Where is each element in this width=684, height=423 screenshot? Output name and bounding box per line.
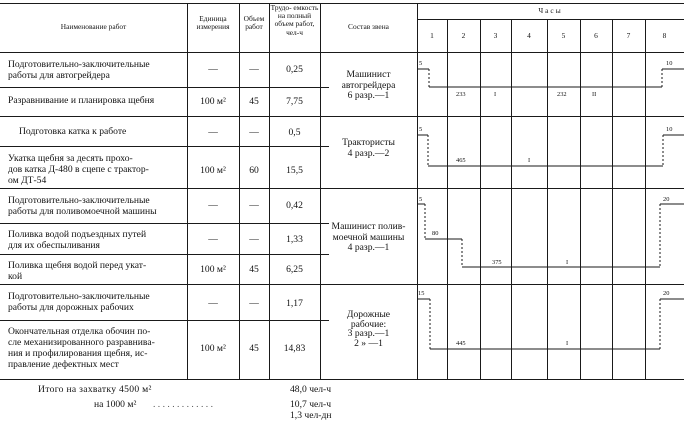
work-name: Окончательная отделка обочин по- сле механизированного разравнива- ния и профилирования щебня, ис- правление дефектных мест <box>8 326 155 370</box>
header-unit: Единица измерения <box>196 14 230 32</box>
total-value: 48,0 чел-ч <box>290 384 332 395</box>
hour-label: 1 <box>430 31 434 40</box>
volume-value: 45 <box>249 343 259 354</box>
unit-value: — <box>208 298 218 309</box>
crew-road-workers: Дорожные рабочие: 3 разр.—1 2 » —1 <box>346 309 391 349</box>
crew-grader: Машинист автогрейдера 6 разр.—1 <box>341 69 396 101</box>
gantt-label: 10 <box>666 126 673 133</box>
gantt-label: I <box>566 259 569 266</box>
unit-value: — <box>208 234 218 245</box>
labor-value: 15,5 <box>286 165 303 176</box>
volume-value: — <box>249 127 259 138</box>
hour-label: 2 <box>461 31 466 40</box>
gantt-label: II <box>592 91 597 98</box>
volume-value: 45 <box>249 264 259 275</box>
volume-value: — <box>249 64 259 75</box>
gantt-label: 233 <box>456 91 466 98</box>
gantt-label: 80 <box>432 230 439 237</box>
hour-label: 4 <box>527 31 531 40</box>
labor-value: 14,83 <box>283 343 306 354</box>
work-name: Поливка щебня водой перед укат- кой <box>8 260 147 282</box>
labor-value: 0,25 <box>286 64 303 75</box>
labor-value: 7,75 <box>286 96 303 107</box>
volume-value: 60 <box>249 165 259 176</box>
gantt-label: I <box>494 91 497 98</box>
labor-value: 1,17 <box>286 298 303 309</box>
work-name: Подготовительно-заключительные работы для дорожных рабочих <box>8 291 150 313</box>
volume-value: — <box>249 234 259 245</box>
unit-value: 100 м² <box>200 96 226 107</box>
unit-value: — <box>208 64 218 75</box>
gantt-label: 10 <box>666 60 673 67</box>
work-name: Разравнивание и планировка щебня <box>8 95 155 106</box>
work-name: Поливка водой подъездных путей для их обеспыливания <box>8 229 147 251</box>
gantt-label: I <box>528 157 531 164</box>
labor-value: 1,33 <box>286 234 303 245</box>
unit-value: — <box>208 200 218 211</box>
labor-value: 0,5 <box>288 127 301 138</box>
labor-value: 0,42 <box>286 200 303 211</box>
volume-value: 45 <box>249 96 259 107</box>
crew-water-truck: Машинист полив- моечной машины 4 разр.—1 <box>331 221 406 253</box>
header-labor: Трудо- емкость на полный объем работ, чел-ч <box>270 3 319 37</box>
header-crew: Состав звена <box>348 22 389 31</box>
total-per-1000-value: 10,7 чел-ч <box>290 399 332 410</box>
hour-label: 5 <box>561 31 566 40</box>
header-work: Наименование работ <box>60 22 127 31</box>
unit-value: 100 м² <box>200 264 226 275</box>
header-volume: Объем работ <box>243 14 265 32</box>
work-name: Укатка щебня за десять прохо- дов катка Д-480 в сцепе с трактор- ом ДТ-54 <box>8 153 149 186</box>
hour-label: 3 <box>493 31 498 40</box>
gantt-label: 20 <box>663 290 670 297</box>
unit-value: 100 м² <box>200 343 226 354</box>
labor-value: 6,25 <box>286 264 303 275</box>
hour-label: 6 <box>594 31 598 40</box>
dot-leader: . . . . . . . . . . . . . <box>153 399 213 410</box>
gantt-label: I <box>566 340 569 347</box>
work-name: Подготовка катка к работе <box>19 126 127 137</box>
header-hours: Часы <box>538 6 563 15</box>
gantt-label: 232 <box>557 91 567 98</box>
hour-label: 7 <box>626 31 631 40</box>
gantt-label: 375 <box>492 259 502 266</box>
gantt-label: 5 <box>419 126 423 133</box>
gantt-label: 15 <box>418 290 425 297</box>
total-per-1000-label: на 1000 м² <box>94 399 137 410</box>
crew-tractor: Трактористы 4 разр.—2 <box>342 137 395 159</box>
gantt-label: 5 <box>419 196 423 203</box>
volume-value: — <box>249 200 259 211</box>
total-per-1000-days: 1,3 чел-дн <box>290 410 332 421</box>
unit-value: — <box>208 127 218 138</box>
gantt-label: 445 <box>456 340 466 347</box>
hour-label: 8 <box>662 31 667 40</box>
total-label: Итого на захватку 4500 м² <box>38 384 152 395</box>
gantt-label: 20 <box>663 196 670 203</box>
unit-value: 100 м² <box>200 165 226 176</box>
gantt-label: 465 <box>456 157 466 164</box>
gantt-label: 5 <box>419 60 423 67</box>
work-name: Подготовительно-заключительные работы для автогрейдера <box>8 59 150 81</box>
work-name: Подготовительно-заключительные работы для поливомоечной машины <box>8 195 157 217</box>
volume-value: — <box>249 298 259 309</box>
